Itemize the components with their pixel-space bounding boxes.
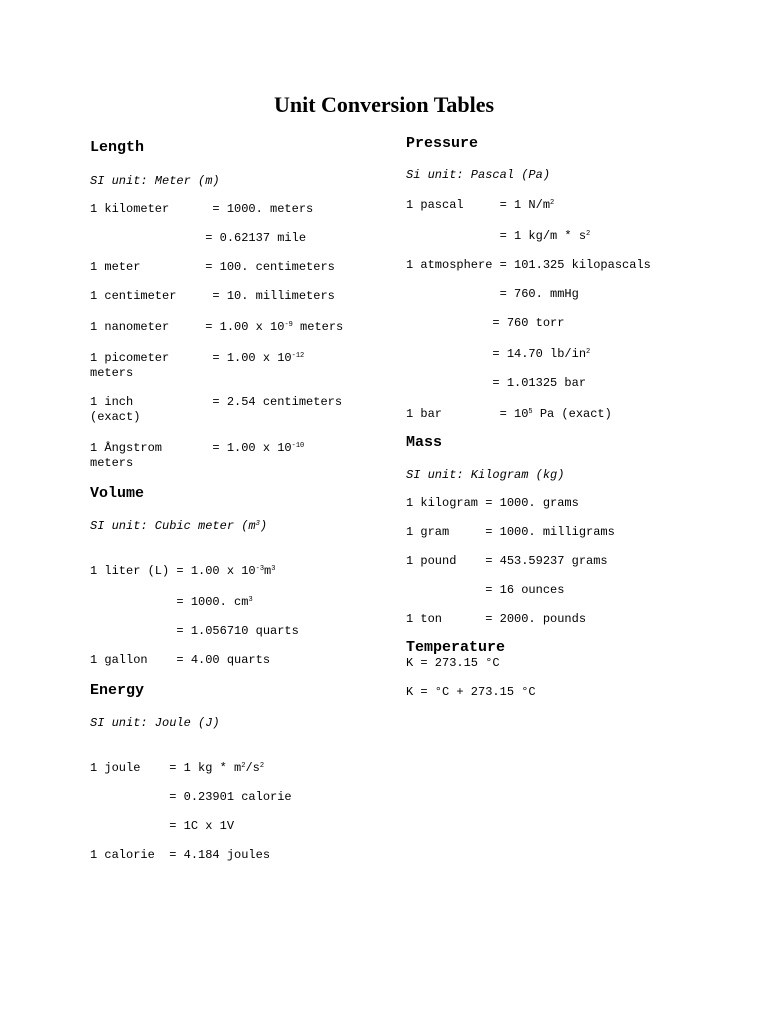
volume-superscript: -3 [255,565,265,573]
length-text: meters [292,320,344,334]
mass-line [406,525,706,540]
length-superscript: -12 [291,352,305,360]
length-text: 1 centimeter = 10. millimeters [90,289,335,303]
energy-superscript: 2 [259,762,265,770]
volume-si-unit-end: ) [259,519,268,533]
pressure-superscript: 2 [586,348,591,356]
temperature-heading: Temperature [406,639,506,656]
energy-line [90,759,390,776]
right-column [406,135,706,700]
length-line [90,395,390,425]
length-line [90,202,390,217]
length-text: 1 Ångstrom = 1.00 x 10 [90,441,292,455]
length-text: 1 kilometer = 1000. meters [90,202,314,216]
length-si-unit: SI unit: Meter (m) [90,174,220,188]
pressure-line [406,287,706,302]
energy-si-unit: SI unit: Joule (J) [90,716,220,730]
length-text: = 0.62137 mile [90,231,307,245]
energy-heading: Energy [90,682,145,699]
energy-line [90,819,390,834]
mass-line [406,583,706,598]
pressure-text: Pa (exact) [532,407,612,421]
volume-si-unit [90,519,390,533]
pressure-text: = 1.01325 bar [406,376,587,390]
energy-text: = 0.23901 calorie [90,790,292,804]
volume-line [90,593,390,610]
pressure-text: = 1 kg/m * s [406,229,587,243]
length-superscript: -9 [284,321,293,329]
volume-heading: Volume [90,485,145,502]
pressure-conversions [406,196,706,422]
temperature-line [406,685,706,700]
energy-text: /s [245,761,260,775]
pressure-superscript: 2 [586,230,591,238]
length-conversions [90,202,390,471]
pressure-si-unit: Si unit: Pascal (Pa) [406,168,551,182]
length-heading: Length [90,139,145,156]
volume-line [90,653,390,668]
energy-superscript: 2 [241,762,246,770]
pressure-superscript: 2 [550,199,555,207]
pressure-superscript: 5 [528,408,533,416]
length-text: meters [90,456,134,470]
pressure-text: 1 pascal = 1 N/m [406,198,551,212]
pressure-text: 1 atmosphere = 101.325 kilopascals [406,258,651,272]
temperature-text: K = °C + 273.15 °C [406,685,536,699]
volume-text: = 1.056710 quarts [90,624,299,638]
volume-text: m [264,564,272,578]
length-line [90,349,390,381]
energy-line [90,790,390,805]
volume-conversions [90,562,390,668]
volume-superscript: 3 [248,596,253,604]
mass-conversions [406,496,706,627]
energy-text: 1 joule = 1 kg * m [90,761,242,775]
volume-si-unit-sup: 3 [255,520,260,528]
mass-line [406,496,706,511]
volume-line [90,562,390,579]
pressure-line [406,405,706,422]
pressure-line [406,196,706,213]
length-text: 1 picometer = 1.00 x 10 [90,351,292,365]
mass-line [406,554,706,569]
mass-heading: Mass [406,434,443,451]
pressure-line [406,258,706,273]
mass-text: 1 pound = 453.59237 grams [406,554,608,568]
volume-text: = 1000. cm [90,595,249,609]
length-line [90,318,390,335]
length-superscript: -10 [291,442,305,450]
pressure-text: = 14.70 lb/in [406,347,587,361]
temperature-line [406,656,706,671]
pressure-heading: Pressure [406,135,479,152]
energy-text: = 1C x 1V [90,819,235,833]
page-title: Unit Conversion Tables [273,92,495,117]
volume-superscript: 3 [271,565,276,573]
energy-conversions [90,759,390,863]
mass-text: 1 ton = 2000. pounds [406,612,587,626]
pressure-text: = 760 torr [406,316,565,330]
pressure-line [406,227,706,244]
pressure-line [406,316,706,331]
pressure-line [406,376,706,391]
mass-si-unit: SI unit: Kilogram (kg) [406,468,565,482]
energy-line [90,848,390,863]
length-line [90,289,390,304]
mass-text: 1 kilogram = 1000. grams [406,496,579,510]
pressure-line [406,345,706,362]
mass-line [406,612,706,627]
temperature-text: K = 273.15 °C [406,656,500,670]
energy-text: 1 calorie = 4.184 joules [90,848,271,862]
volume-text: 1 liter (L) = 1.00 x 10 [90,564,256,578]
volume-text: 1 gallon = 4.00 quarts [90,653,271,667]
length-text: 1 nanometer = 1.00 x 10 [90,320,285,334]
volume-line [90,624,390,639]
length-text: 1 meter = 100. centimeters [90,260,335,274]
length-text: meters [90,366,134,380]
length-text: 1 inch = 2.54 centimeters (exact) [90,395,343,424]
temperature-conversions [406,656,706,700]
volume-si-unit-text: SI unit: Cubic meter (m [90,519,256,533]
pressure-text: = 760. mmHg [406,287,579,301]
length-line [90,231,390,246]
left-column [90,139,390,863]
pressure-text: 1 bar = 10 [406,407,529,421]
length-line [90,260,390,275]
mass-text: 1 gram = 1000. milligrams [406,525,615,539]
length-line [90,439,390,471]
mass-text: = 16 ounces [406,583,565,597]
